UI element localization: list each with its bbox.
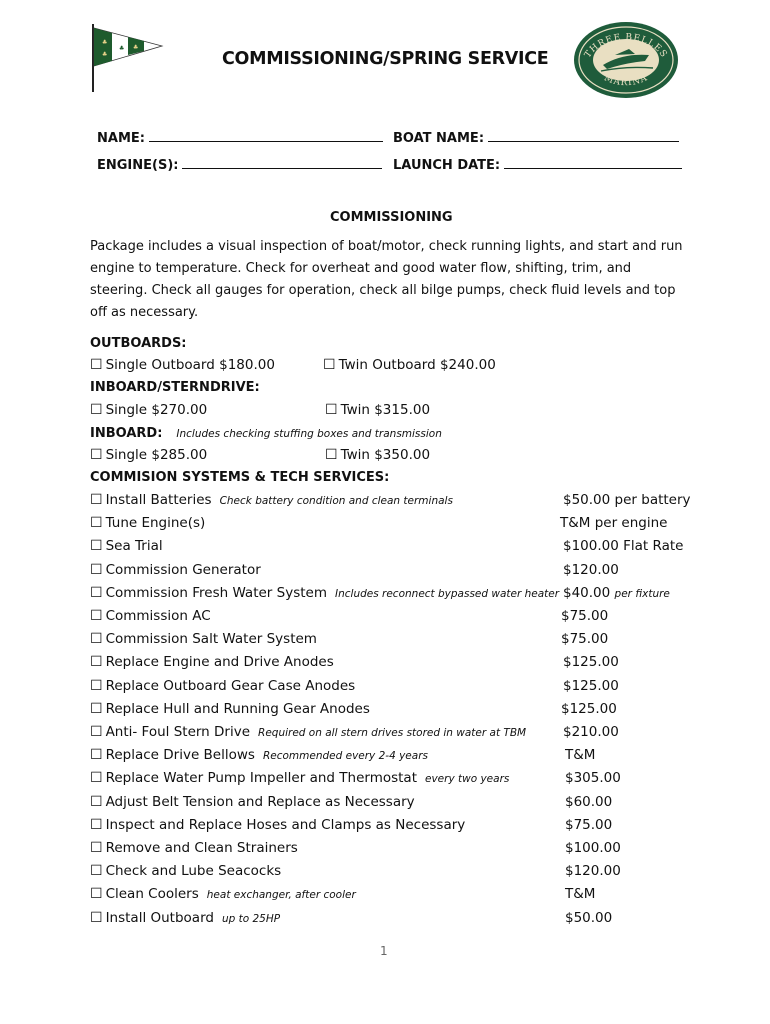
launch-date-line[interactable] [504,155,682,169]
svg-text:♣: ♣ [119,45,125,52]
checkbox-icon[interactable]: ☐ [90,910,103,926]
service-price [563,562,619,578]
price-value: $75.00 [565,817,613,833]
service-note: Recommended every 2-4 years [262,750,428,762]
service-label: Replace Hull and Running Gear Anodes [105,701,370,717]
service-item[interactable] [90,654,334,670]
checkbox-icon[interactable]: ☐ [90,357,103,373]
inboard-sterndrive-header: INBOARD/STERNDRIVE: [90,380,260,395]
checkbox-icon[interactable]: ☐ [90,585,103,601]
package-description: Package includes a visual inspection of boat/motor, check running lights, and start and run engine to temperature. Check for overheat and good water flow, shifting, trim, and steering. Check all gauges for operation, check all bilge pumps, check fluid levels and top off as necessary. [90,239,683,320]
sterndrive-twin-option[interactable] [325,402,430,418]
page-title: COMMISSIONING/SPRING SERVICE [222,49,549,69]
service-item[interactable] [90,910,280,926]
service-note: Includes reconnect bypassed water heater [335,588,560,600]
checkbox-icon[interactable]: ☐ [90,654,103,670]
service-label: Replace Water Pump Impeller and Thermostat [105,770,417,786]
service-price [565,747,595,763]
service-label: Commission Fresh Water System [105,585,327,601]
price-value: $305.00 [565,770,621,786]
service-price [565,770,621,786]
engines-label: ENGINE(S): [97,158,179,173]
inboard-header: INBOARD: [90,426,163,441]
option-label: Single $285.00 [105,447,208,463]
service-price [563,585,670,601]
service-price [565,794,612,810]
service-label: Replace Drive Bellows [105,747,255,763]
checkbox-icon[interactable]: ☐ [90,701,103,717]
price-value: $75.00 [561,631,609,647]
checkbox-icon[interactable]: ☐ [90,863,103,879]
outboard-twin-option[interactable] [323,357,496,373]
checkbox-icon[interactable]: ☐ [90,492,103,508]
service-label: Replace Engine and Drive Anodes [105,654,334,670]
price-value: $40.00 [563,585,611,601]
service-item[interactable] [90,840,298,856]
option-label: Twin $315.00 [340,402,431,418]
service-item[interactable] [90,817,465,833]
checkbox-icon[interactable]: ☐ [90,747,103,763]
inboard-single-option[interactable] [90,447,207,463]
service-label: Sea Trial [105,538,163,554]
checkbox-icon[interactable]: ☐ [90,886,103,902]
name-field[interactable] [97,128,383,146]
price-value: $50.00 [565,910,613,926]
service-label: Install Outboard [105,910,214,926]
option-label: Single $270.00 [105,402,208,418]
service-label: Install Batteries [105,492,212,508]
boat-name-field[interactable] [393,128,679,146]
checkbox-icon[interactable]: ☐ [90,538,103,554]
svg-text:♣: ♣ [102,51,108,58]
service-item[interactable] [90,678,355,694]
service-item[interactable] [90,770,509,786]
service-price [563,678,619,694]
svg-text:♣: ♣ [133,44,139,51]
service-price [563,538,683,554]
checkbox-icon[interactable]: ☐ [90,402,103,418]
service-note: every two years [425,773,510,785]
checkbox-icon[interactable]: ☐ [90,794,103,810]
service-price [561,701,617,717]
service-label: Commission Generator [105,562,261,578]
marina-logo [573,21,679,99]
engines-line[interactable] [182,155,382,169]
price-value: $60.00 [565,794,613,810]
name-line[interactable] [149,128,383,142]
price-value: $210.00 [563,724,619,740]
service-item[interactable] [90,747,428,763]
service-label: Tune Engine(s) [105,515,206,531]
checkbox-icon[interactable]: ☐ [90,840,103,856]
service-label: Replace Outboard Gear Case Anodes [105,678,356,694]
price-value: $75.00 [561,608,609,624]
service-price [565,863,621,879]
checkbox-icon[interactable]: ☐ [90,770,103,786]
svg-text:THREE BELLES: THREE BELLES [583,32,669,61]
launch-date-label: LAUNCH DATE: [393,158,501,173]
service-label: Remove and Clean Strainers [105,840,298,856]
service-price [565,840,621,856]
service-price [563,724,619,740]
service-item[interactable] [90,538,163,554]
price-value: $120.00 [565,863,621,879]
launch-date-field[interactable] [393,155,682,173]
price-value: $125.00 [561,701,617,717]
checkbox-icon[interactable]: ☐ [90,608,103,624]
service-item[interactable] [90,631,317,647]
service-price [565,910,612,926]
checkbox-icon[interactable]: ☐ [90,631,103,647]
service-label: Commission AC [105,608,211,624]
section-title: COMMISSIONING [330,210,453,225]
boat-name-label: BOAT NAME: [393,131,485,146]
service-item[interactable] [90,515,205,531]
checkbox-icon[interactable]: ☐ [90,562,103,578]
checkbox-icon[interactable]: ☐ [323,357,336,373]
price-value: $100.00 Flat Rate [563,538,684,554]
option-label: Single Outboard $180.00 [105,357,275,373]
price-value: $125.00 [563,654,619,670]
service-label: Clean Coolers [105,886,199,902]
price-value: T&M [565,886,596,902]
club-burgee-logo [88,22,164,94]
checkbox-icon[interactable]: ☐ [90,817,103,833]
service-label: Check and Lube Seacocks [105,863,282,879]
service-note: up to 25HP [221,913,281,925]
price-value: $125.00 [563,678,619,694]
service-item[interactable] [90,794,415,810]
checkbox-icon[interactable]: ☐ [90,678,103,694]
service-price [565,886,595,902]
name-label: NAME: [97,131,145,146]
service-note: heat exchanger, after cooler [206,889,356,901]
service-label: Commission Salt Water System [105,631,317,647]
service-note: Check battery condition and clean terminals [219,495,453,507]
price-value: $50.00 per battery [563,492,691,508]
outboards-header: OUTBOARDS: [90,336,187,351]
service-price [565,817,612,833]
service-item[interactable] [90,886,356,902]
outboard-single-option[interactable] [90,357,275,373]
service-price [561,608,608,624]
sterndrive-single-option[interactable] [90,402,207,418]
price-value: T&M [565,747,596,763]
service-label: Inspect and Replace Hoses and Clamps as Necessary [105,817,466,833]
boat-name-line[interactable] [488,128,679,142]
services-header: COMMISION SYSTEMS & TECH SERVICES: [90,470,390,485]
engines-field[interactable] [97,155,382,173]
price-value: T&M per engine [560,515,668,531]
service-label: Adjust Belt Tension and Replace as Necessary [105,794,415,810]
service-item[interactable] [90,562,261,578]
price-value: $100.00 [565,840,621,856]
checkbox-icon[interactable]: ☐ [325,402,338,418]
option-label: Twin Outboard $240.00 [338,357,496,373]
service-price [560,515,667,531]
page-number: 1 [380,944,388,958]
checkbox-icon[interactable]: ☐ [90,447,103,463]
checkbox-icon[interactable]: ☐ [90,515,103,531]
inboard-note: Includes checking stuffing boxes and transmission [176,428,442,440]
service-item[interactable] [90,724,526,740]
option-label: Twin $350.00 [340,447,431,463]
price-note: per fixture [614,588,670,600]
price-value: $120.00 [563,562,619,578]
svg-text:MARINA: MARINA [602,73,650,89]
service-item[interactable] [90,585,559,601]
service-item[interactable] [90,492,453,508]
svg-text:♣: ♣ [102,39,108,46]
checkbox-icon[interactable]: ☐ [325,447,338,463]
service-label: Anti- Foul Stern Drive [105,724,251,740]
inboard-twin-option[interactable] [325,447,430,463]
service-price [563,654,619,670]
service-price [563,492,691,508]
service-item[interactable] [90,863,281,879]
inboard-header-row [90,426,442,441]
service-item[interactable] [90,608,211,624]
service-price [561,631,608,647]
service-note: Required on all stern drives stored in water at TBM [258,727,527,739]
checkbox-icon[interactable]: ☐ [90,724,103,740]
service-item[interactable] [90,701,370,717]
